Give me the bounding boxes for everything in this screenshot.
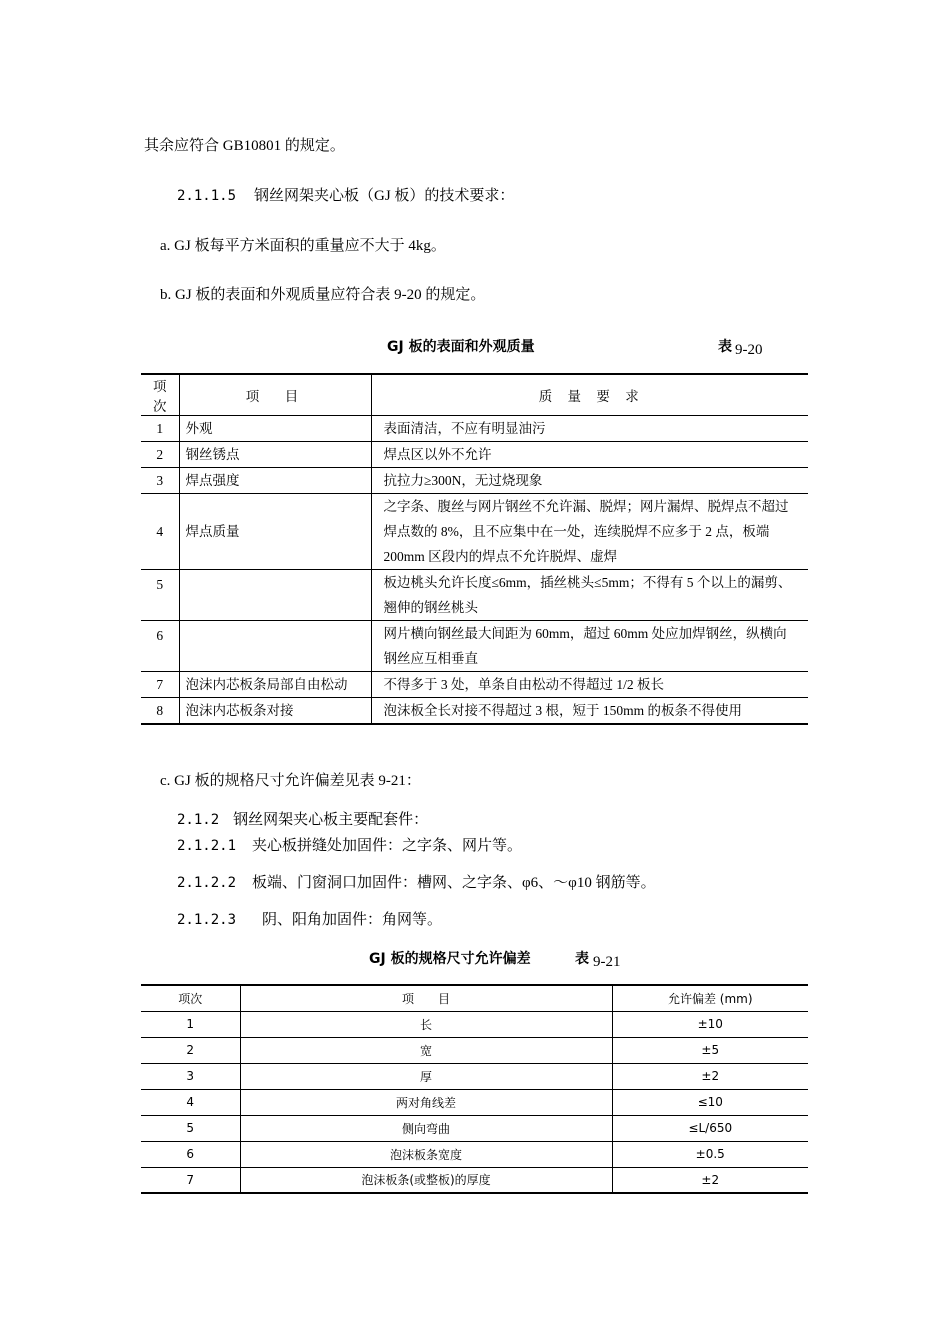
row-item: 泡沫板条宽度 <box>240 1141 612 1167</box>
row-item: 两对角线差 <box>240 1089 612 1115</box>
header-cell: 允许偏差 (mm) <box>612 985 808 1011</box>
table-row <box>141 442 808 468</box>
row-tolerance: ±2 <box>612 1063 808 1089</box>
row-item: 焊点强度 <box>179 468 371 494</box>
row-tolerance: ±2 <box>612 1167 808 1193</box>
header-cell: 项 目 <box>179 374 371 416</box>
row-number: 1 <box>141 416 179 442</box>
row-number: 5 <box>141 570 179 621</box>
section-title: 夹心板拼缝处加固件：之字条、网片等。 <box>252 838 523 854</box>
section-number: 2.1.1.5 <box>177 188 237 204</box>
row-tolerance: ±5 <box>612 1037 808 1063</box>
row-number: 3 <box>141 468 179 494</box>
table-row <box>141 1089 808 1115</box>
row-item: 外观 <box>179 416 371 442</box>
row-number: 2 <box>141 1037 240 1063</box>
header-cell: 质 量 要 求 <box>371 374 808 416</box>
section-heading-2-1-2-3 <box>177 910 442 930</box>
section-title: 钢丝网架夹心板主要配套件： <box>233 812 429 828</box>
section-title: 钢丝网架夹心板（GJ 板）的技术要求： <box>254 188 515 204</box>
header-cell: 项次 <box>141 374 179 416</box>
row-tolerance: ≤10 <box>612 1089 808 1115</box>
section-number: 2.1.2.2 <box>177 875 237 891</box>
row-number: 4 <box>141 1089 240 1115</box>
table-row <box>141 672 808 698</box>
paragraph-item-b: b. GJ 板的表面和外观质量应符合表 9-20 的规定。 <box>160 287 486 303</box>
table-row <box>141 698 808 725</box>
table-row <box>141 468 808 494</box>
paragraph-item-c: c. GJ 板的规格尺寸允许偏差见表 9-21： <box>160 773 421 789</box>
dimension-tolerance-table <box>141 984 808 1194</box>
table-header-row <box>141 985 808 1011</box>
table-row <box>141 1115 808 1141</box>
row-item: 泡沫内芯板条局部自由松动 <box>179 672 371 698</box>
row-number: 7 <box>141 1167 240 1193</box>
table-row <box>141 1037 808 1063</box>
section-number: 2.1.2 <box>177 812 220 828</box>
table2-number: 9-21 <box>593 954 621 970</box>
section-heading-2-1-2-1 <box>177 836 522 856</box>
section-number: 2.1.2.1 <box>177 838 237 854</box>
table-row <box>141 1011 808 1037</box>
row-requirement: 板边桃头允许长度≤6mm，插丝桃头≤5mm；不得有 5 个以上的漏剪、翘伸的钢丝桃头 <box>371 570 808 621</box>
row-item: 宽 <box>240 1037 612 1063</box>
table-row <box>141 416 808 442</box>
row-item <box>179 570 371 621</box>
row-item: 焊点质量 <box>179 494 371 570</box>
surface-quality-table <box>141 373 808 725</box>
row-item: 泡沫内芯板条对接 <box>179 698 371 725</box>
section-heading-2-1-1-5 <box>177 186 514 206</box>
table-header-row <box>141 374 808 416</box>
header-cell: 项次 <box>141 985 240 1011</box>
table-row <box>141 621 808 672</box>
row-number: 1 <box>141 1011 240 1037</box>
table-row <box>141 1063 808 1089</box>
row-number: 8 <box>141 698 179 725</box>
table-row <box>141 1141 808 1167</box>
paragraph-standard-reference: 其余应符合 GB10801 的规定。 <box>144 138 345 154</box>
row-number: 7 <box>141 672 179 698</box>
table2-title: GJ 板的规格尺寸允许偏差 <box>369 951 531 967</box>
section-heading-2-1-2-2 <box>177 873 656 893</box>
table1-number: 9-20 <box>735 342 763 358</box>
table1-title: GJ 板的表面和外观质量 <box>387 339 535 355</box>
row-tolerance: ±0.5 <box>612 1141 808 1167</box>
table-row <box>141 570 808 621</box>
row-number: 6 <box>141 1141 240 1167</box>
section-title: 阴、阳角加固件：角网等。 <box>262 912 443 928</box>
row-number: 6 <box>141 621 179 672</box>
row-requirement: 表面清洁，不应有明显油污 <box>371 416 808 442</box>
table1-label: 表 <box>718 339 732 355</box>
row-item: 厚 <box>240 1063 612 1089</box>
row-number: 2 <box>141 442 179 468</box>
row-number: 3 <box>141 1063 240 1089</box>
row-item: 泡沫板条(或整板)的厚度 <box>240 1167 612 1193</box>
table2-label: 表 <box>575 951 589 967</box>
row-requirement: 不得多于 3 处，单条自由松动不得超过 1/2 板长 <box>371 672 808 698</box>
row-item: 侧向弯曲 <box>240 1115 612 1141</box>
row-item <box>179 621 371 672</box>
row-requirement: 之字条、腹丝与网片钢丝不允许漏、脱焊；网片漏焊、脱焊点不超过焊点数的 8%，且不应集中在一处，连续脱焊不应多于 2 点，板端 200mm 区段内的焊点不允许脱焊、虚焊 <box>371 494 808 570</box>
table-row <box>141 494 808 570</box>
row-number: 5 <box>141 1115 240 1141</box>
row-requirement: 抗拉力≥300N，无过烧现象 <box>371 468 808 494</box>
row-item: 钢丝锈点 <box>179 442 371 468</box>
header-cell: 项 目 <box>240 985 612 1011</box>
section-number: 2.1.2.3 <box>177 912 237 928</box>
row-requirement: 泡沫板全长对接不得超过 3 根，短于 150mm 的板条不得使用 <box>371 698 808 725</box>
paragraph-item-a: a. GJ 板每平方米面积的重量应不大于 4kg。 <box>160 238 446 254</box>
table-row <box>141 1167 808 1193</box>
section-heading-2-1-2 <box>177 810 428 830</box>
row-tolerance: ±10 <box>612 1011 808 1037</box>
row-requirement: 焊点区以外不允许 <box>371 442 808 468</box>
row-number: 4 <box>141 494 179 570</box>
section-title: 板端、门窗洞口加固件：槽网、之字条、φ6、～φ10 钢筋等。 <box>252 875 656 891</box>
row-tolerance: ≤L/650 <box>612 1115 808 1141</box>
row-requirement: 网片横向钢丝最大间距为 60mm，超过 60mm 处应加焊钢丝，纵横向钢丝应互相垂直 <box>371 621 808 672</box>
row-item: 长 <box>240 1011 612 1037</box>
